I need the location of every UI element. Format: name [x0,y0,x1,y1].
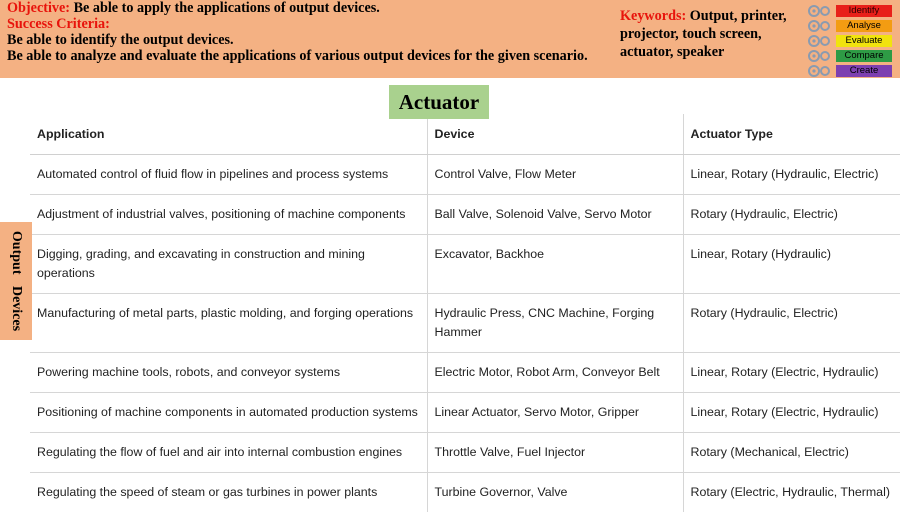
table-row [30,195,900,235]
gears-icon [806,64,834,78]
objectives-block [7,0,607,64]
side-label-box [0,222,32,340]
bloom-label-evaluate: Evaluate [836,35,892,47]
cell-actuator-type: Rotary (Electric, Hydraulic, Thermal) [683,473,900,512]
cell-actuator-type: Linear, Rotary (Hydraulic, Electric) [683,155,900,195]
column-header-device: Device [427,114,683,155]
cell-application: Powering machine tools, robots, and conveyor systems [30,353,427,393]
cell-application: Manufacturing of metal parts, plastic molding, and forging operations [30,294,427,353]
cell-device: Excavator, Backhoe [427,235,683,294]
column-header-actuator-type: Actuator Type [683,114,900,155]
success-criteria-1: Be able to identify the output devices. [7,32,607,48]
actuator-table [30,114,900,512]
cell-application: Adjustment of industrial valves, positioning of machine components [30,195,427,235]
table-header-row [30,114,900,155]
success-criteria-label: Success Criteria: [7,16,607,32]
cell-device: Control Valve, Flow Meter [427,155,683,195]
bloom-label-compare: Compare [836,50,892,62]
bloom-row-create [806,65,894,78]
cell-application: Automated control of fluid flow in pipelines and process systems [30,155,427,195]
cell-device: Ball Valve, Solenoid Valve, Servo Motor [427,195,683,235]
table-row [30,473,900,512]
objective-line [7,0,607,16]
cell-actuator-type: Rotary (Mechanical, Electric) [683,433,900,473]
table-row [30,393,900,433]
cell-application: Positioning of machine components in automated production systems [30,393,427,433]
table-row [30,353,900,393]
keywords-text: Output, printer, projector, touch screen, actuator, speaker [620,8,787,60]
gears-icon [806,4,834,18]
cell-actuator-type: Rotary (Hydraulic, Electric) [683,294,900,353]
bloom-label-create: Create [836,65,892,77]
table-row [30,433,900,473]
cell-device: Hydraulic Press, CNC Machine, Forging Hammer [427,294,683,353]
column-header-application: Application [30,114,427,155]
cell-device: Throttle Valve, Fuel Injector [427,433,683,473]
page-title: Actuator [389,85,489,119]
gears-icon [806,19,834,33]
success-criteria-2: Be able to analyze and evaluate the applications of various output devices for the given scenario. [7,48,607,64]
bloom-label-identify: Identify [836,5,892,17]
bloom-row-analyse [806,20,894,33]
objective-label: Objective: [7,0,70,16]
cell-application: Regulating the flow of fuel and air into internal combustion engines [30,433,427,473]
gears-icon [806,34,834,48]
cell-device: Turbine Governor, Valve [427,473,683,512]
table-row [30,294,900,353]
cell-actuator-type: Linear, Rotary (Hydraulic) [683,235,900,294]
keywords-label: Keywords: [620,8,686,24]
bloom-row-compare [806,50,894,63]
gears-icon [806,49,834,63]
side-label: Output Devices [8,231,24,331]
table-row [30,155,900,195]
keywords-block [620,7,805,61]
header-banner [0,0,900,78]
cell-actuator-type: Linear, Rotary (Electric, Hydraulic) [683,353,900,393]
table-row [30,235,900,294]
cell-device: Electric Motor, Robot Arm, Conveyor Belt [427,353,683,393]
objective-text: Be able to apply the applications of output devices. [74,0,380,16]
bloom-taxonomy-graphic [806,5,894,79]
bloom-label-analyse: Analyse [836,20,892,32]
cell-actuator-type: Rotary (Hydraulic, Electric) [683,195,900,235]
cell-application: Regulating the speed of steam or gas turbines in power plants [30,473,427,512]
bloom-row-evaluate [806,35,894,48]
bloom-row-identify [806,5,894,18]
cell-actuator-type: Linear, Rotary (Electric, Hydraulic) [683,393,900,433]
cell-application: Digging, grading, and excavating in construction and mining operations [30,235,427,294]
cell-device: Linear Actuator, Servo Motor, Gripper [427,393,683,433]
